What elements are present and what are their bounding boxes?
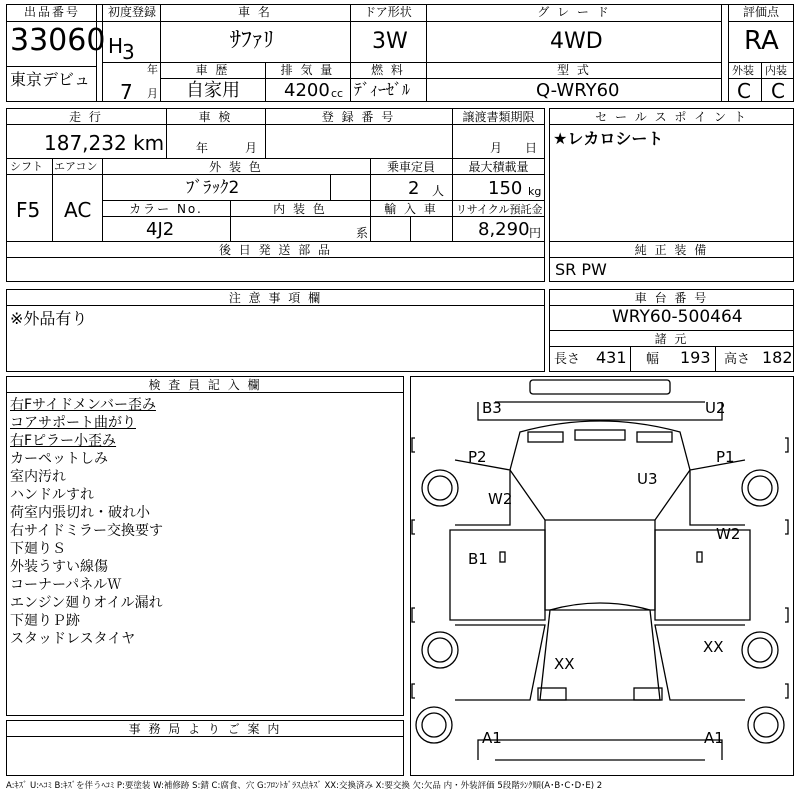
inspector-item: ハンドルすれ [10, 487, 94, 503]
mark-xx-left: XX [554, 655, 575, 673]
capacity-unit: 人 [432, 184, 445, 198]
office-label: 事 務 局 よ り ご 案 内 [128, 722, 282, 736]
recycle-unit: 円 [529, 226, 542, 240]
mark-b1: B1 [468, 550, 488, 568]
mileage: 187,232 km [44, 131, 165, 155]
reg-year: 3 [122, 40, 135, 64]
mark-u2: U2 [705, 399, 726, 417]
import-label: 輸 入 車 [384, 202, 438, 216]
color-number: 4J2 [146, 219, 175, 240]
reg-month: 7 [120, 80, 133, 104]
exterior-score: C [737, 79, 751, 103]
displacement: 4200 [284, 80, 330, 101]
selling-points-label: セ ー ル ス ポ イ ン ト [595, 110, 748, 124]
shift: F5 [16, 198, 41, 222]
recycle-fee: 8,290 [478, 219, 530, 240]
length: 431 [596, 348, 627, 367]
model-label: 型 式 [557, 63, 591, 77]
equipment-text: SR PW [555, 260, 607, 279]
inspector-item: スタッドレスタイヤ [10, 631, 136, 647]
max-load: 150 [488, 178, 523, 199]
inspector-item: コアサポート曲がり [10, 415, 136, 431]
transfer-label: 譲渡書類期限 [462, 110, 535, 124]
capacity-label: 乗車定員 [386, 160, 435, 174]
inspector-item: 室内汚れ [10, 469, 66, 485]
grade: 4WD [550, 29, 603, 54]
capacity: 2 [408, 178, 420, 199]
mark-u3: U3 [637, 470, 658, 488]
lot-label: 出品番号 [23, 5, 80, 19]
width: 193 [680, 348, 711, 367]
fuel: ﾃﾞｨｰｾﾞﾙ [354, 80, 411, 99]
inspector-item: コーナーパネルＷ [10, 577, 122, 593]
color-label: 外 装 色 [209, 160, 263, 174]
first-reg-label: 初度登録 [107, 5, 156, 19]
mark-xx-right: XX [703, 638, 724, 656]
mark-p2: P2 [468, 448, 487, 466]
lot-number: 33060 [10, 23, 106, 58]
chassis-label: 車 台 番 号 [634, 291, 709, 305]
body-color: ﾌﾞﾗｯｸ2 [186, 178, 240, 198]
model: Q-WRY60 [536, 80, 620, 101]
notes-label: 注 意 事 項 欄 [228, 291, 323, 305]
car-name-label: 車 名 [238, 5, 272, 19]
later-parts-label: 後 日 発 送 部 品 [218, 243, 333, 257]
shift-label: シフト [10, 160, 43, 173]
inspector-item: 右Fピラー小歪み [10, 433, 117, 449]
reg-era: H [108, 34, 124, 58]
inspector-item: 荷室内張切れ・破れ小 [10, 505, 150, 521]
exterior-label: 外装 [732, 64, 754, 77]
reg-month-unit: 月 [147, 87, 158, 100]
interior-score: C [771, 79, 785, 103]
load-label: 最大積載量 [468, 160, 529, 174]
displacement-unit: cc [331, 87, 344, 100]
mark-a1-right: A1 [704, 729, 724, 747]
grade-label: グ レ ー ド [537, 5, 611, 19]
history-label: 車 歴 [195, 63, 230, 77]
transfer-day: 日 [525, 141, 538, 155]
regno-label: 登 録 番 号 [321, 110, 396, 124]
legend: A:ｷｽﾞ U:ﾍｺﾐ B:ｷｽﾞを伴うﾍｺﾐ P:要塗装 W:補修跡 S:錆 C:腐食、穴 G:ﾌﾛﾝﾄｶﾞﾗｽ点ｷｽﾞ XX:交換済み X:要交換 欠:欠品 内・外装評価 5段階ﾗﾝｸ順(A･B･C･D･E) 2 [6, 781, 603, 791]
inspection-month: 月 [245, 141, 258, 155]
ac-label: エアコン [54, 160, 98, 173]
fuel-label: 燃 料 [371, 63, 405, 77]
mileage-label: 走 行 [69, 110, 103, 124]
recycle-label: リサイクル預託金 [456, 203, 543, 216]
transfer-month: 月 [490, 141, 503, 155]
inspector-item: 右Fサイドメンバー歪み [10, 397, 156, 413]
equipment-label: 純 正 装 備 [634, 243, 709, 257]
door-label: ドア形状 [364, 5, 412, 19]
chassis-number: WRY60-500464 [612, 307, 743, 327]
overall-score: RA [744, 26, 779, 56]
mark-b3: B3 [482, 399, 502, 417]
height: 182 [762, 348, 793, 367]
mark-a1-left: A1 [482, 729, 502, 747]
length-label: 長さ [554, 352, 581, 367]
selling-points-text: ★レカロシート [553, 129, 664, 148]
inspector-item: 外装うすい線傷 [10, 559, 108, 575]
colorno-label: カラー No. [129, 202, 203, 216]
door-type: 3W [372, 29, 408, 54]
notes-text: ※外品有り [10, 309, 88, 328]
dims-label: 諸 元 [654, 332, 689, 346]
mark-w2-right: W2 [716, 525, 741, 543]
mark-p1: P1 [716, 448, 735, 466]
mark-w2-left: W2 [488, 490, 513, 508]
interior-label: 内装 [765, 64, 787, 77]
height-label: 高さ [724, 352, 751, 367]
inspector-item: エンジン廻りオイル漏れ [10, 595, 163, 611]
intcolor-label: 内 装 色 [273, 202, 327, 216]
inspector-item: 下廻りＳ [10, 541, 66, 557]
intcolor-unit: 系 [356, 226, 369, 240]
inspection-year: 年 [196, 141, 209, 155]
score-label: 評価点 [742, 5, 779, 19]
ac: AC [64, 198, 92, 222]
width-label: 幅 [646, 352, 660, 367]
inspector-item: 右サイドミラー交換要す [10, 523, 164, 539]
venue: 東京デビュ [10, 70, 91, 89]
displacement-label: 排 気 量 [280, 63, 335, 77]
inspection-label: 車 検 [198, 110, 233, 124]
reg-year-unit: 年 [147, 63, 158, 76]
inspector-item: 下廻りＰ跡 [10, 613, 80, 629]
inspector-label: 検 査 員 記 入 欄 [148, 378, 262, 392]
inspector-item: カーペットしみ [10, 451, 108, 467]
history: 自家用 [186, 80, 240, 101]
load-unit: kg [528, 185, 542, 198]
car-name: ｻﾌｧﾘ [230, 28, 275, 53]
